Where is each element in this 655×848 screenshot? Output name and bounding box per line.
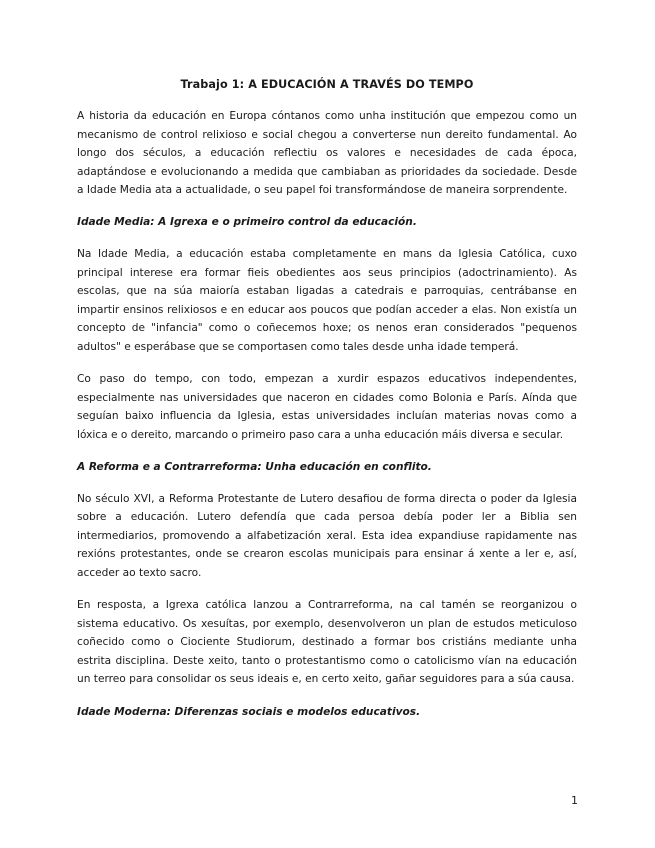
document-title: Trabajo 1: A EDUCACIÓN A TRAVÉS DO TEMPO (180, 78, 474, 91)
reforma-paragraph-1: No século XVI, a Reforma Protestante de Lutero desafiou de forma directa o poder da Iglesia sobre a educación. Lutero defendía que cada persoa debía poder ler a Biblia sen intermediarios, promovendo a alfabetización xeral. Esta idea expandiuse rapidamente nas rexións protestantes, onde se crearon escolas municipais para ensinar á xente a ler e, así, acceder ao texto sacro. (77, 492, 577, 579)
page-content (77, 77, 577, 734)
section-heading-idade-moderna: Idade Moderna: Diferenzas sociais e modelos educativos. (77, 705, 421, 718)
section-heading-reforma: A Reforma e a Contrarreforma: Unha educación en conflito. (77, 461, 432, 473)
intro-paragraph: A historia da educación en Europa cóntanos como unha institución que empezou como un mecanismo de control relixioso e social chegou a converterse nun dereito fundamental. Ao longo dos séculos, a educación reflectiu os valores e necesidades de cada época, adaptándose e evolucionando a medida que cambiaban as prioridades da sociedade. Desde a Idade Media ata a actualidade, o seu papel foi transformándose de maneira sorprendente. (77, 110, 577, 197)
page-number: 1 (571, 794, 578, 807)
reforma-paragraph-2: En resposta, a Igrexa católica lanzou a Contrarreforma, na cal tamén se reorganizou o sistema educativo. Os xesuítas, por exemplo, desenvolveron un plan de estudos meticuloso coñecido como o Ciociente Studiorum, destinado a formar bos cristiáns mediante unha estrita disciplina. Deste xeito, tanto o protestantismo como o catolicismo vían na educación un terreo para consolidar os seus ideais e, en certo xeito, gañar seguidores para a súa causa. (77, 599, 577, 686)
section-heading-idade-media: Idade Media: A Igrexa e o primeiro control da educación. (77, 216, 417, 229)
idade-media-paragraph-2: Co paso do tempo, con todo, empezan a xurdir espazos educativos independentes, especialmente nas universidades que naceron en cidades como Bolonia e París. Aínda que seguían baixo influencia da Iglesia, estas universidades incluían materias novas como a lóxica e o dereito, marcando o primeiro paso cara a unha educación máis diversa e secular. (77, 373, 577, 441)
idade-media-paragraph-1: Na Idade Media, a educación estaba completamente en mans da Iglesia Católica, cuxo principal interese era formar fieis obedientes aos seus principios (adoctrinamiento). As escolas, que na súa maioría estaban ligadas a catedrais e parroquias, centrábanse en impartir ensinos relixiosos e en educar aos poucos que podían acceder a elas. Non existía un concepto de "infancia" como o coñecemos hoxe; os nenos eran considerados "pequenos adultos" e esperábase que se comportasen como tales desde unha idade temperá. (77, 248, 577, 354)
